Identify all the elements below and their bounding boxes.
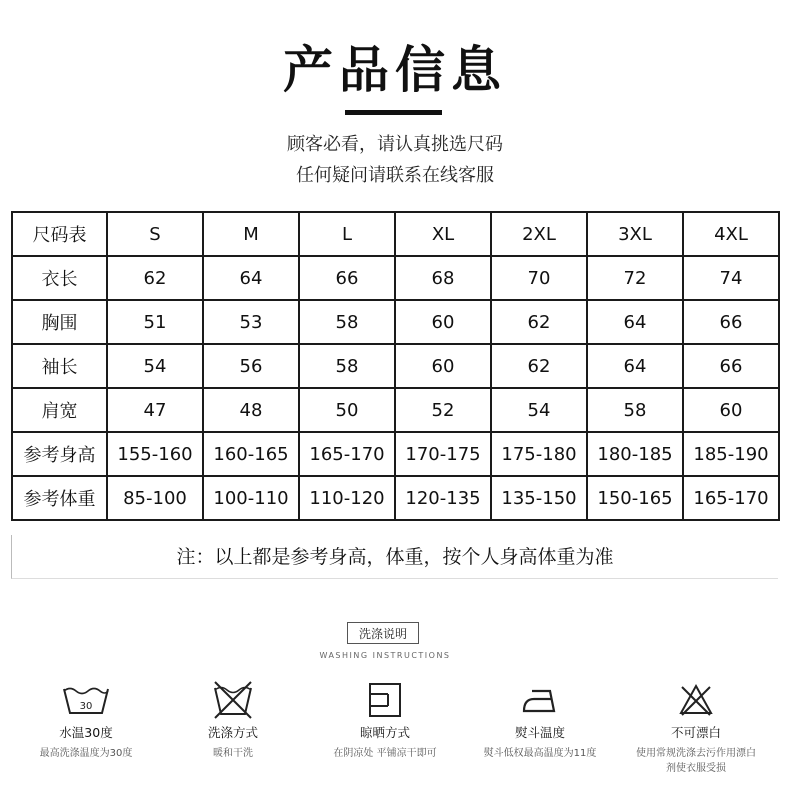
table-cell: 150-165 (587, 476, 683, 520)
header-cell: 3XL (587, 212, 683, 256)
table-cell: 170-175 (395, 432, 491, 476)
table-cell: 51 (107, 300, 203, 344)
table-cell: 56 (203, 344, 299, 388)
table-cell: 参考身高 (12, 432, 107, 476)
table-cell: 62 (491, 300, 587, 344)
table-cell: 64 (203, 256, 299, 300)
table-cell: 衣长 (12, 256, 107, 300)
table-cell: 62 (107, 256, 203, 300)
notice-line-1: 顾客必看，请认真挑选尺码 (287, 134, 503, 155)
table-cell: 54 (107, 344, 203, 388)
header-cell: 2XL (491, 212, 587, 256)
table-header-row (12, 212, 779, 256)
header-cell: M (203, 212, 299, 256)
table-cell: 100-110 (203, 476, 299, 520)
table-cell: 60 (395, 344, 491, 388)
table-cell: 66 (683, 344, 779, 388)
header-cell: S (107, 212, 203, 256)
table-cell: 175-180 (491, 432, 587, 476)
care-item-bleach (621, 680, 771, 776)
table-cell: 47 (107, 388, 203, 432)
washing-instructions-button[interactable]: 洗涤说明 (347, 622, 419, 644)
table-row (12, 476, 779, 520)
table-row (12, 388, 779, 432)
care-desc: 使用常规洗涤去污作用漂白剂使衣服受损 (636, 748, 756, 774)
care-title: 晾晒方式 (359, 725, 410, 740)
page-title: 产品信息 (283, 41, 507, 99)
table-cell: 155-160 (107, 432, 203, 476)
table-cell: 肩宽 (12, 388, 107, 432)
table-cell: 120-135 (395, 476, 491, 520)
table-cell: 185-190 (683, 432, 779, 476)
care-title: 熨斗温度 (514, 725, 565, 740)
care-desc: 在阴凉处 平铺凉干即可 (333, 748, 437, 759)
table-cell: 64 (587, 344, 683, 388)
table-cell: 165-170 (683, 476, 779, 520)
table-cell: 58 (299, 300, 395, 344)
care-item-wash-temp (11, 680, 161, 761)
title-underline (345, 110, 442, 115)
table-cell: 70 (491, 256, 587, 300)
header-cell: 4XL (683, 212, 779, 256)
wash-temp-badge: 30 (79, 701, 93, 712)
table-cell: 58 (587, 388, 683, 432)
table-row (12, 300, 779, 344)
table-cell: 袖长 (12, 344, 107, 388)
table-cell: 160-165 (203, 432, 299, 476)
care-title: 水温30度 (59, 725, 113, 740)
table-cell: 胸围 (12, 300, 107, 344)
table-cell: 54 (491, 388, 587, 432)
header-cell: 尺码表 (12, 212, 107, 256)
table-cell: 58 (299, 344, 395, 388)
table-cell: 64 (587, 300, 683, 344)
line-dry-icon (310, 680, 460, 720)
wash-30-icon (11, 680, 161, 720)
care-title: 洗涤方式 (207, 725, 258, 740)
table-row (12, 344, 779, 388)
table-cell: 180-185 (587, 432, 683, 476)
table-cell: 74 (683, 256, 779, 300)
table-cell: 62 (491, 344, 587, 388)
table-cell: 85-100 (107, 476, 203, 520)
care-desc: 最高洗涤温度为30度 (39, 748, 133, 759)
care-title: 不可漂白 (670, 725, 721, 740)
table-cell: 165-170 (299, 432, 395, 476)
table-cell: 66 (683, 300, 779, 344)
care-item-wash-method (158, 680, 308, 761)
table-cell: 60 (395, 300, 491, 344)
table-cell: 参考体重 (12, 476, 107, 520)
no-bleach-icon (621, 680, 771, 720)
table-row (12, 256, 779, 300)
header-cell: XL (395, 212, 491, 256)
table-cell: 110-120 (299, 476, 395, 520)
table-cell: 66 (299, 256, 395, 300)
no-wash-icon (158, 680, 308, 720)
size-chart-table (11, 211, 780, 521)
table-cell: 60 (683, 388, 779, 432)
table-cell: 50 (299, 388, 395, 432)
care-item-drying (310, 680, 460, 761)
table-cell: 135-150 (491, 476, 587, 520)
size-note: 注：以上都是参考身高，体重，按个人身高体重为准 (11, 535, 778, 579)
care-desc: 熨斗低权最高温度为11度 (483, 748, 597, 759)
care-item-ironing (465, 680, 615, 761)
header-cell: L (299, 212, 395, 256)
table-cell: 68 (395, 256, 491, 300)
table-row (12, 432, 779, 476)
washing-subtitle: WASHING INSTRUCTIONS (319, 651, 451, 660)
care-desc: 暖和干洗 (213, 748, 253, 759)
table-cell: 52 (395, 388, 491, 432)
notice-line-2: 任何疑问请联系在线客服 (296, 165, 494, 186)
table-cell: 53 (203, 300, 299, 344)
table-cell: 48 (203, 388, 299, 432)
table-cell: 72 (587, 256, 683, 300)
iron-icon (465, 680, 615, 720)
